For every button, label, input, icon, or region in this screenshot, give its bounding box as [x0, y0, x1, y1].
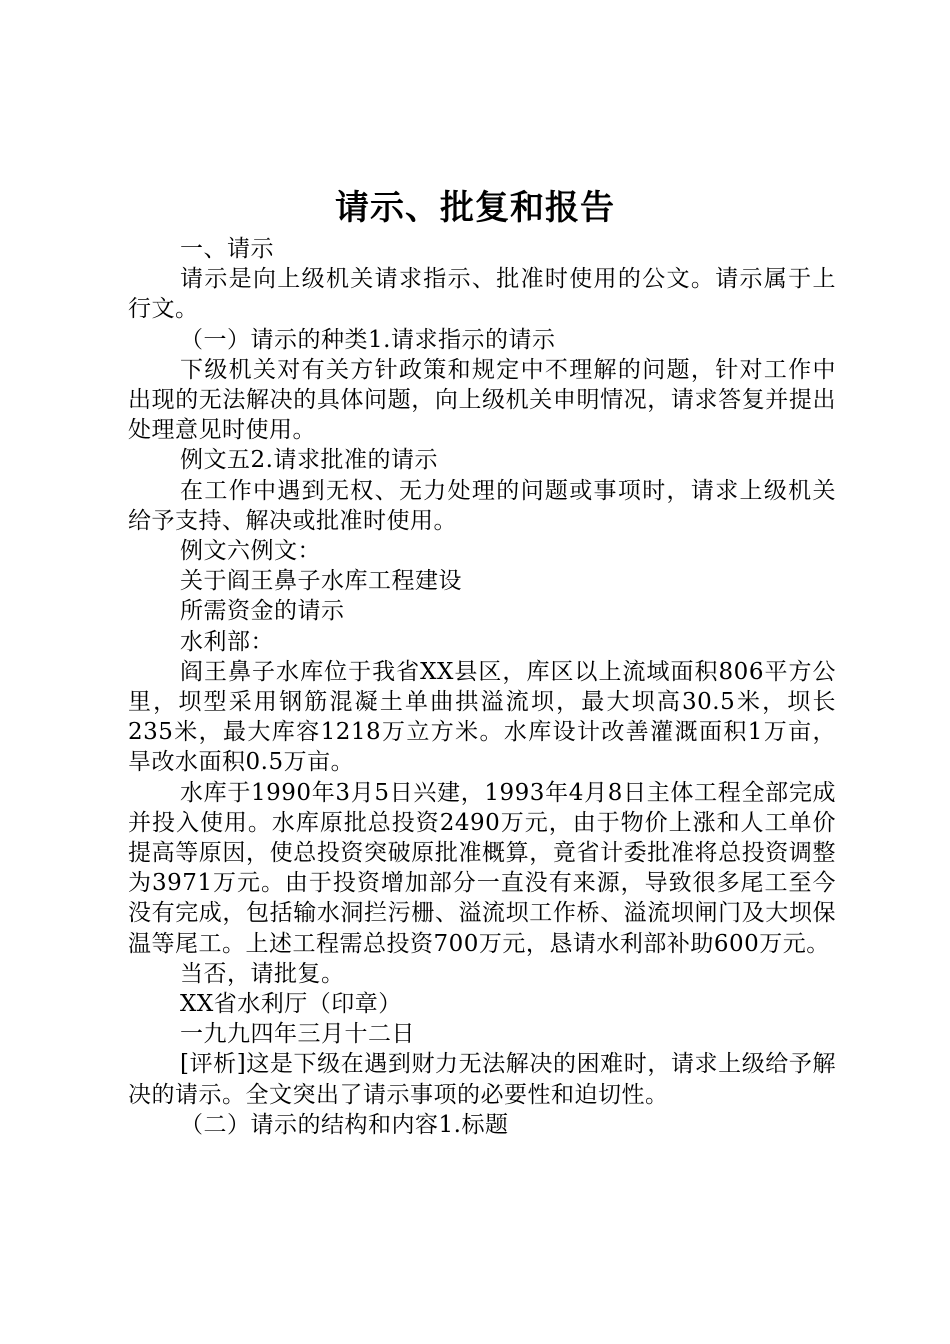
paragraph: 在工作中遇到无权、无力处理的问题或事项时，请求上级机关给予支持、解决或批准时使用。	[128, 477, 836, 534]
commentary: [评析]这是下级在遇到财力无法解决的困难时，请求上级给予解决的请示。全文突出了请示事项的必要性和迫切性。	[128, 1051, 836, 1108]
paragraph: 请示是向上级机关请求指示、批准时使用的公文。请示属于上行文。	[128, 266, 836, 323]
example-title-line: 所需资金的请示	[180, 598, 345, 625]
subsection-heading: （二）请示的结构和内容1.标题	[180, 1111, 509, 1138]
paragraph: 阎王鼻子水库位于我省XX县区，库区以上流域面积806平方公里，坝型采用钢筋混凝土单曲拱溢流坝，最大坝高30.5米，坝长235米，最大库容1218万立方米。水库设计改善灌溉面积1万亩，旱改水面积0.5万亩。	[128, 658, 836, 776]
paragraph: 水库于1990年3月5日兴建，1993年4月8日主体工程全部完成并投入使用。水库原批总投资2490万元，由于物价上涨和人工单价提高等原因，使总投资突破原批准概算，竟省计委批准将总投资调整为3971万元。由于投资增加部分一直没有来源，导致很多尾工至今没有完成，包括输水洞拦污栅、溢流坝工作桥、溢流坝闸门及大坝保温等尾工。上述工程需总投资700万元，恳请水利部补助600万元。	[128, 779, 836, 957]
signature: XX省水利厅（印章）	[180, 991, 402, 1018]
document-body	[128, 234, 836, 1140]
subsection-heading: （一）请示的种类1.请求指示的请示	[180, 326, 556, 353]
addressee: 水利部：	[180, 628, 274, 655]
date: 一九九四年三月十二日	[180, 1021, 415, 1048]
paragraph: 例文六例文：	[180, 538, 321, 565]
paragraph: 当否，请批复。	[180, 960, 345, 987]
example-title-line: 关于阎王鼻子水库工程建设	[180, 568, 462, 595]
paragraph: 下级机关对有关方针政策和规定中不理解的问题，针对工作中出现的无法解决的具体问题，向上级机关申明情况，请求答复并提出处理意见时使用。	[128, 356, 836, 444]
paragraph: 例文五2.请求批准的请示	[180, 447, 438, 474]
section-heading: 一、请示	[180, 236, 274, 262]
document-title: 请示、批复和报告	[335, 188, 615, 228]
